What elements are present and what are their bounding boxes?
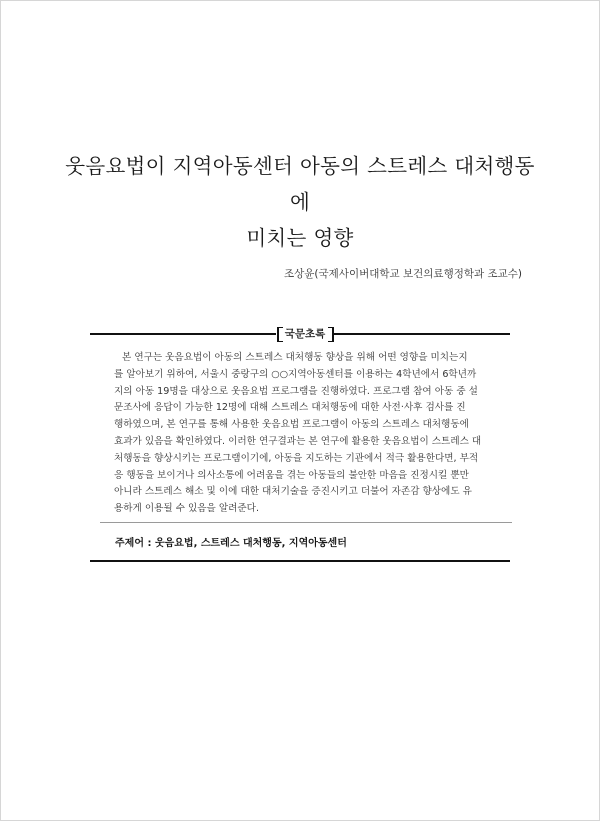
abstract-header-rule-left bbox=[90, 333, 276, 335]
abstract-body bbox=[114, 350, 485, 518]
abstract-header-rule-right bbox=[332, 333, 510, 335]
abstract-divider bbox=[100, 522, 512, 523]
abstract-line: 응 행동을 보이거나 의사소통에 어려움을 겪는 아동들의 불안한 마음을 진정시킬 뿐만 bbox=[114, 469, 469, 481]
abstract-line: 아니라 스트레스 해소 및 이에 대한 대처기술을 증진시키고 더불어 자존감 향상에도 유 bbox=[114, 486, 472, 498]
abstract-line: 문조사에 응답이 가능한 12명에 대해 스트레스 대처행동에 대한 사전·사후 검사를 진 bbox=[114, 402, 466, 414]
abstract-line: 처행동을 향상시키는 프로그램이기에, 아동을 지도하는 기관에서 적극 활용한다면, 부적 bbox=[114, 452, 479, 464]
section-end-rule bbox=[90, 560, 510, 562]
abstract-line: 본 연구는 웃음요법이 아동의 스트레스 대처행동 향상을 위해 어떤 영향을 미치는지 bbox=[122, 352, 468, 363]
author-affiliation: 조상윤(국제사이버대학교 보건의료행정학과 조교수) bbox=[283, 268, 522, 280]
paper-title-line-2: 미치는 영향 bbox=[246, 226, 354, 250]
abstract-line: 를 알아보기 위하여, 서울시 중랑구의 ○○지역아동센터를 이용하는 4학년에서 6학년까 bbox=[114, 368, 477, 380]
abstract-header bbox=[90, 324, 510, 344]
abstract-heading: 국문초록 bbox=[284, 328, 326, 340]
abstract-line: 행하였으며, 본 연구를 통해 사용한 웃음요법 프로그램이 아동의 스트레스 대처행동에 bbox=[114, 419, 469, 431]
abstract-line: 용하게 이용될 수 있음을 알려준다. bbox=[114, 503, 259, 515]
abstract-line: 지의 아동 19명을 대상으로 웃음요법 프로그램을 진행하였다. 프로그램 참여 아동 중 설 bbox=[114, 385, 478, 397]
paper-title bbox=[60, 148, 540, 256]
abstract-line: 효과가 있음을 확인하였다. 이러한 연구결과는 본 연구에 활용한 웃음요법이 스트레스 대 bbox=[114, 435, 482, 447]
paper-title-line-1: 웃음요법이 지역아동센터 아동의 스트레스 대처행동에 bbox=[65, 154, 535, 214]
keywords: 주제어 : 웃음요법, 스트레스 대처행동, 지역아동센터 bbox=[115, 538, 347, 549]
